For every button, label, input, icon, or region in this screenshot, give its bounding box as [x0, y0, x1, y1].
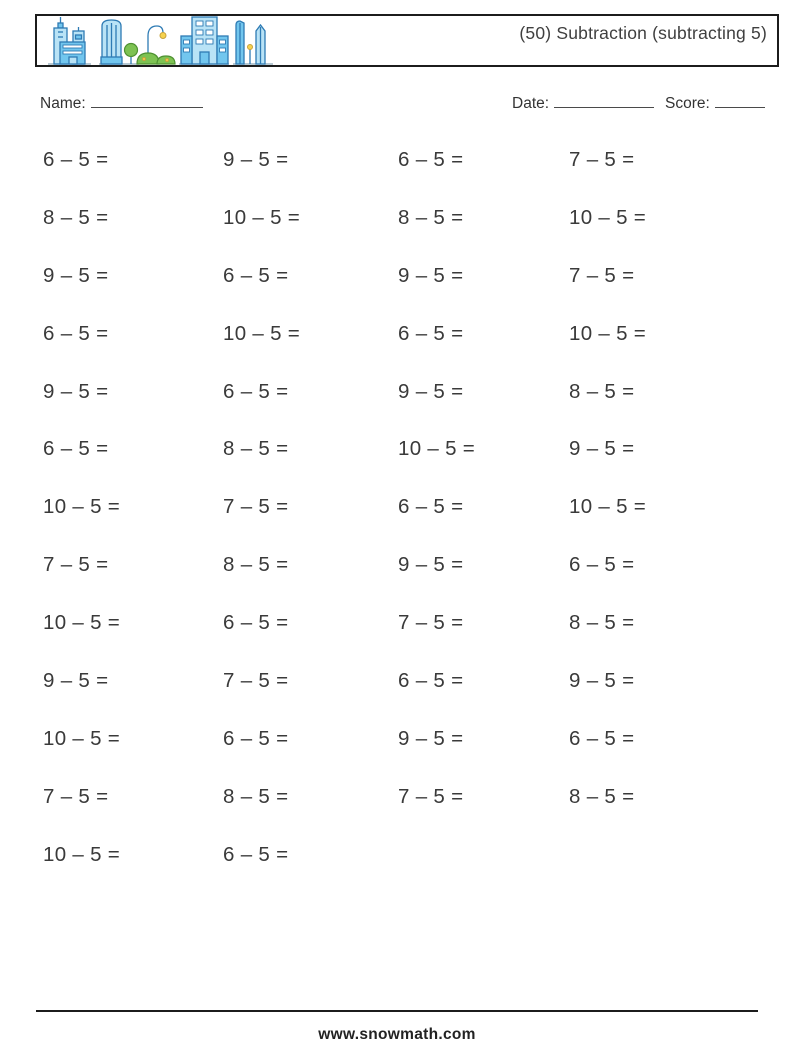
- problem: 6 – 5 =: [223, 379, 289, 403]
- tower-with-tree-icon: [99, 20, 139, 64]
- problem: 6 – 5 =: [43, 147, 109, 171]
- problem: 6 – 5 =: [398, 668, 464, 692]
- problem: 10 – 5 =: [43, 495, 121, 519]
- problem: 8 – 5 =: [569, 379, 635, 403]
- problem: 7 – 5 =: [223, 668, 289, 692]
- problem: 9 – 5 =: [223, 147, 289, 171]
- twin-towers-lamp-icon: [233, 21, 273, 64]
- problem: 8 – 5 =: [223, 553, 289, 577]
- problem: 10 – 5 =: [223, 321, 301, 345]
- problem: 10 – 5 =: [43, 611, 121, 635]
- date-label: Date:: [512, 95, 550, 112]
- problem: 9 – 5 =: [43, 668, 109, 692]
- office-building-icon: [179, 17, 229, 64]
- problem: 9 – 5 =: [398, 379, 464, 403]
- problem: 6 – 5 =: [398, 495, 464, 519]
- problem: 6 – 5 =: [43, 321, 109, 345]
- problem: 6 – 5 =: [398, 147, 464, 171]
- name-blank-line[interactable]: [91, 93, 203, 108]
- problem: 8 – 5 =: [398, 205, 464, 229]
- problem: 7 – 5 =: [43, 553, 109, 577]
- problem: 9 – 5 =: [43, 379, 109, 403]
- name-label: Name:: [40, 95, 86, 112]
- date-field: [512, 93, 654, 113]
- problem: 7 – 5 =: [398, 611, 464, 635]
- problem: 10 – 5 =: [569, 321, 647, 345]
- score-field: [665, 93, 765, 113]
- problem: 8 – 5 =: [569, 784, 635, 808]
- problem: 9 – 5 =: [398, 263, 464, 287]
- problem: 8 – 5 =: [569, 611, 635, 635]
- fields-row: [0, 93, 794, 115]
- problem: 6 – 5 =: [223, 842, 289, 866]
- problems-grid: [43, 131, 759, 884]
- problem: 10 – 5 =: [43, 842, 121, 866]
- problem: 6 – 5 =: [223, 611, 289, 635]
- problem: 8 – 5 =: [223, 784, 289, 808]
- problem: 9 – 5 =: [398, 726, 464, 750]
- problem: 7 – 5 =: [43, 784, 109, 808]
- score-label: Score:: [665, 95, 710, 112]
- problem: 9 – 5 =: [569, 437, 635, 461]
- score-blank-line[interactable]: [715, 93, 765, 108]
- footer-url-link[interactable]: www.snowmath.com: [318, 1026, 476, 1043]
- problem: 9 – 5 =: [569, 668, 635, 692]
- problem: 6 – 5 =: [223, 726, 289, 750]
- problem: 10 – 5 =: [569, 495, 647, 519]
- skyscraper-icon: [48, 17, 91, 64]
- name-field: [40, 93, 203, 113]
- problem: 6 – 5 =: [223, 263, 289, 287]
- problem: 8 – 5 =: [43, 205, 109, 229]
- problem: 6 – 5 =: [569, 726, 635, 750]
- problem: 7 – 5 =: [223, 495, 289, 519]
- problem: 10 – 5 =: [398, 437, 476, 461]
- problem: 8 – 5 =: [223, 437, 289, 461]
- problem: 9 – 5 =: [43, 263, 109, 287]
- problem: 9 – 5 =: [398, 553, 464, 577]
- problem: 7 – 5 =: [569, 263, 635, 287]
- problem: 10 – 5 =: [223, 205, 301, 229]
- problem: 6 – 5 =: [43, 437, 109, 461]
- problem: 10 – 5 =: [569, 205, 647, 229]
- problem: 7 – 5 =: [398, 784, 464, 808]
- problem: 6 – 5 =: [569, 553, 635, 577]
- problem: 10 – 5 =: [43, 726, 121, 750]
- worksheet-header: [35, 14, 779, 67]
- street-lamp-bushes-icon: [137, 26, 175, 64]
- footer-divider: [36, 1010, 758, 1012]
- worksheet-title: (50) Subtraction (subtracting 5): [519, 23, 767, 43]
- date-blank-line[interactable]: [554, 93, 654, 108]
- problem: 6 – 5 =: [398, 321, 464, 345]
- city-buildings-logo: [47, 14, 275, 66]
- problem: 7 – 5 =: [569, 147, 635, 171]
